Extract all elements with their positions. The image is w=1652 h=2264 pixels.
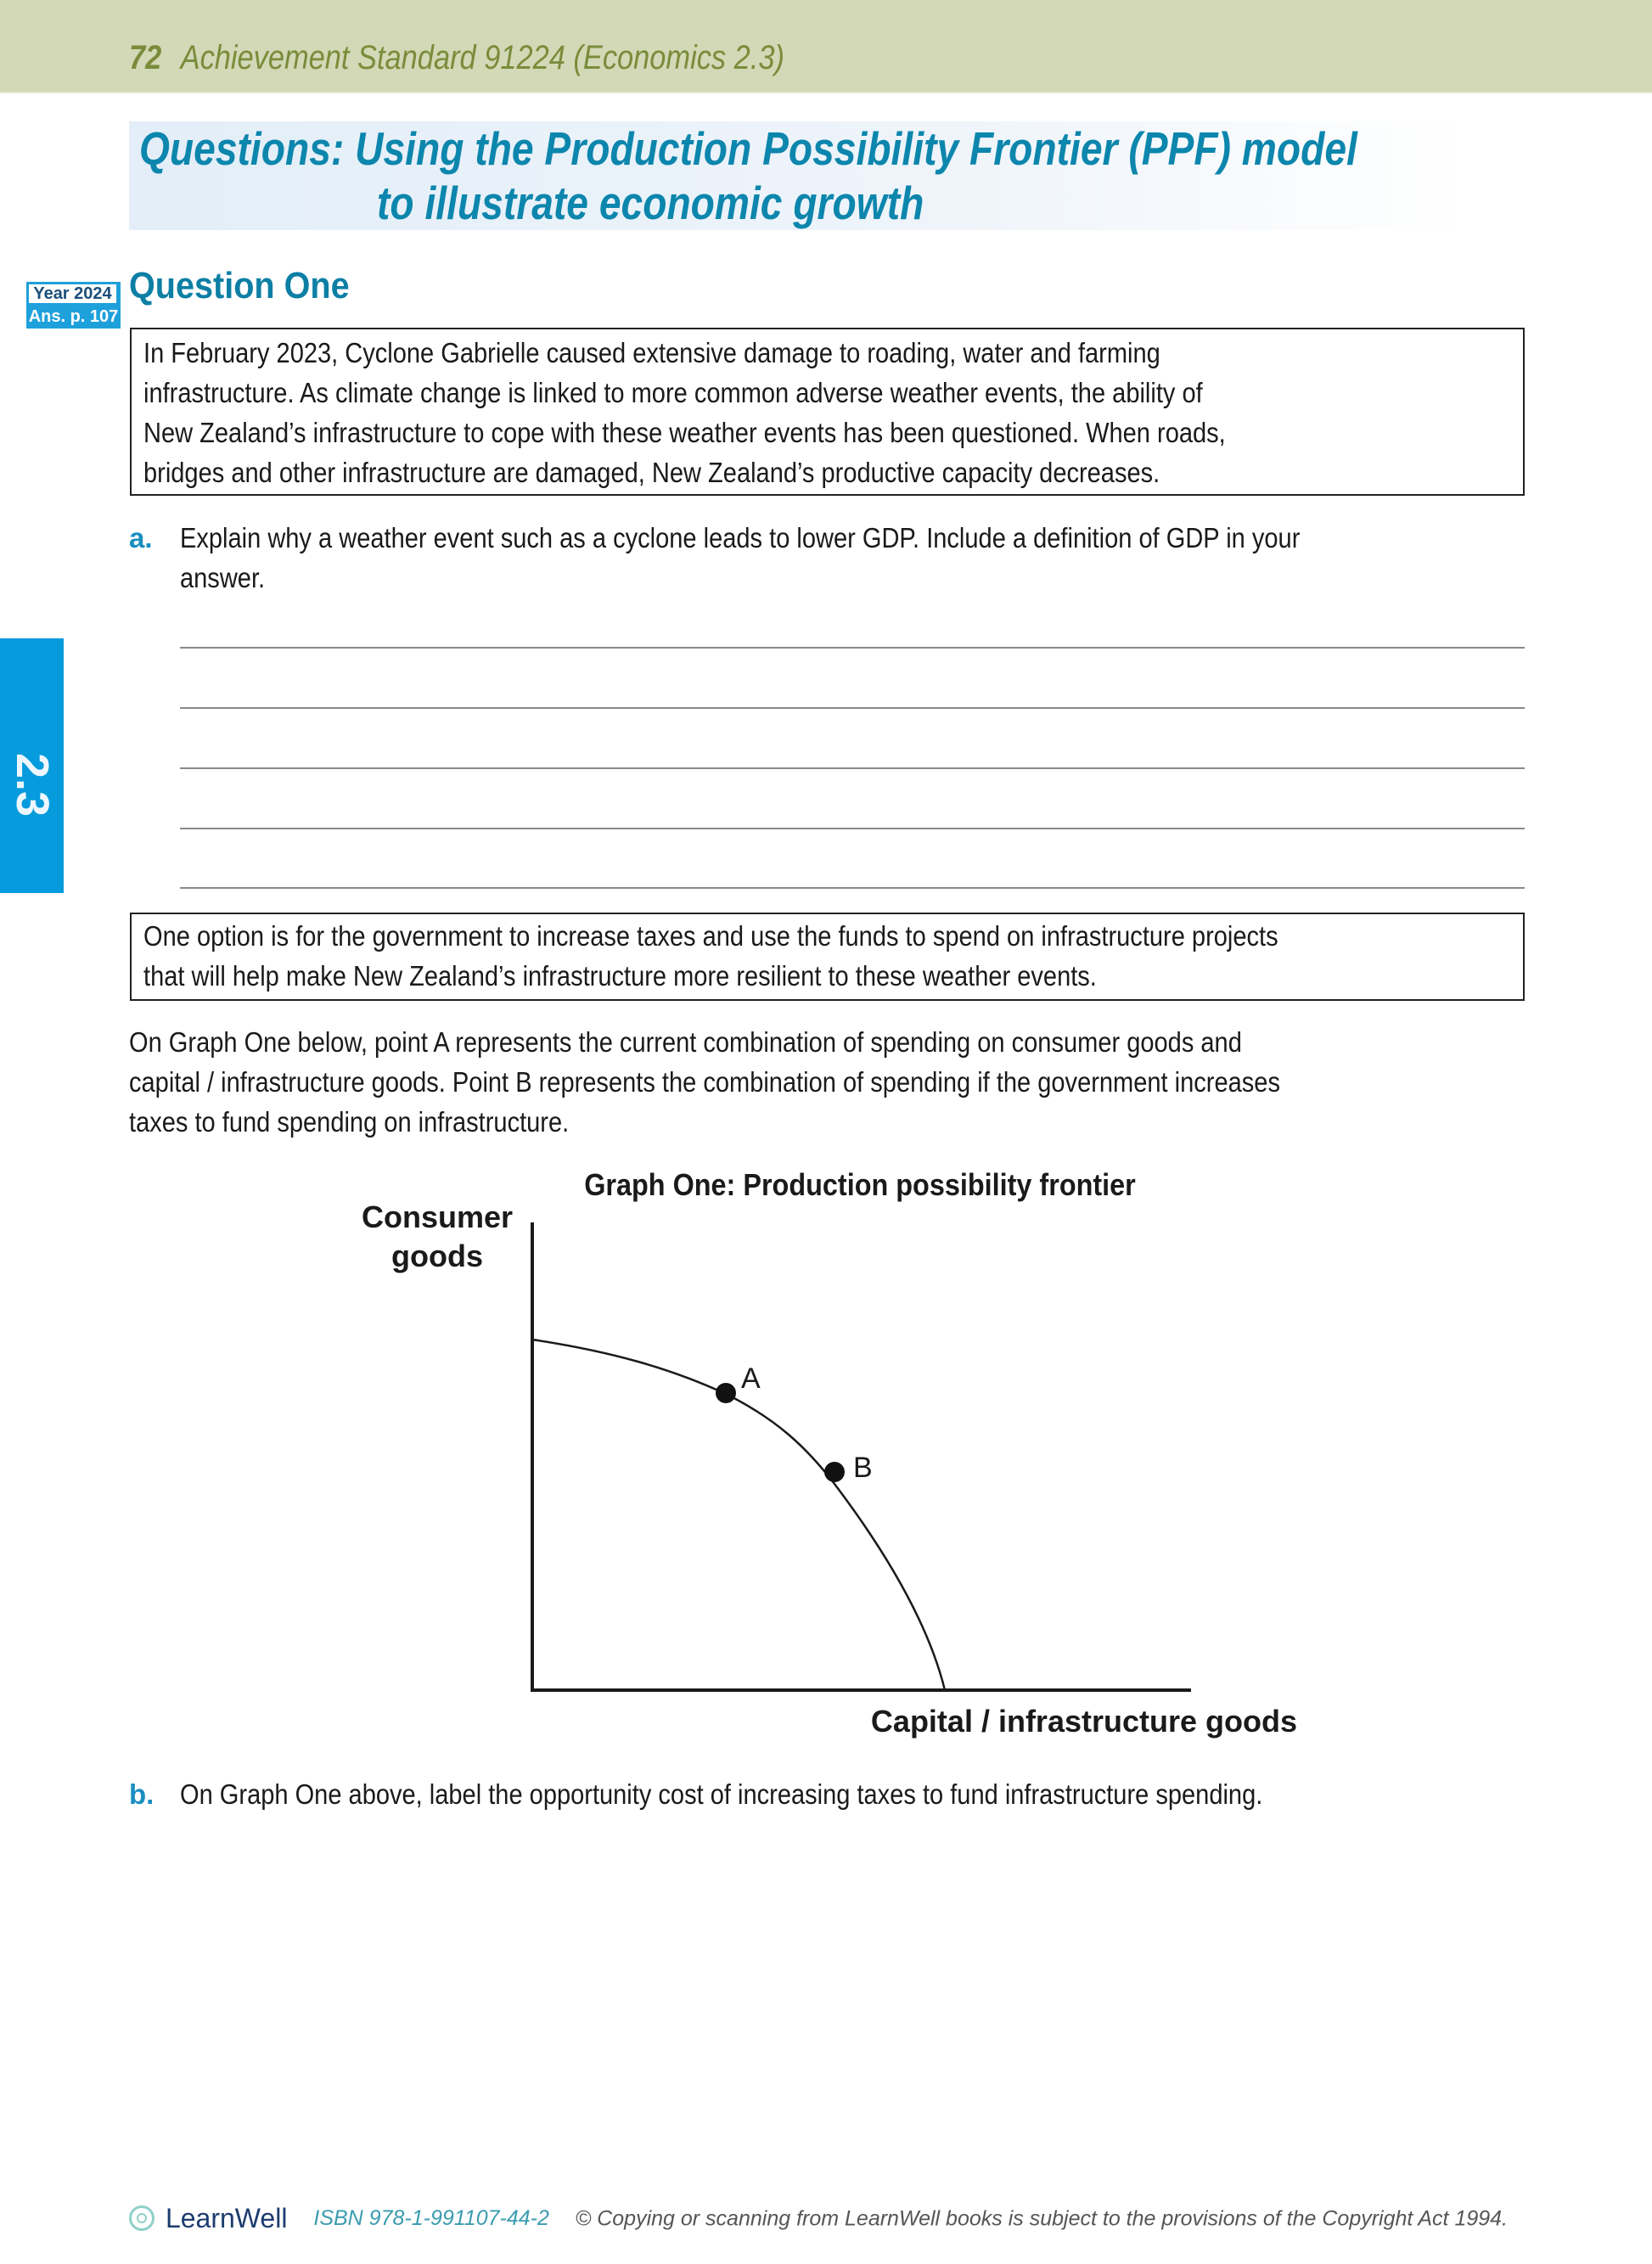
- chart-title: Graph One: Production possibility frontier: [584, 1168, 1136, 1203]
- point-a-label: A: [741, 1362, 761, 1395]
- ppf-curve: [532, 1340, 945, 1690]
- page-footer: [129, 2200, 1508, 2234]
- page-number: 72: [129, 39, 162, 76]
- y-axis-label-2: goods: [391, 1239, 483, 1273]
- context-line: bridges and other infrastructure are damaged, New Zealand’s productive capacity decreases.: [143, 457, 1160, 488]
- title-line-2: to illustrate economic growth: [377, 177, 924, 229]
- context-line: New Zealand’s infrastructure to cope with these weather events has been questioned. When roads,: [143, 417, 1226, 448]
- question-heading: Question One: [129, 265, 350, 306]
- part-a-line: answer.: [180, 562, 266, 593]
- option-line: that will help make New Zealand’s infrastructure more resilient to these weather events.: [143, 960, 1097, 992]
- x-axis-label: Capital / infrastructure goods: [870, 1704, 1297, 1739]
- part-b-label: b.: [129, 1778, 155, 1810]
- isbn: ISBN 978-1-991107-44-2: [313, 2206, 549, 2231]
- part-a-line: Explain why a weather event such as a cyclone leads to lower GDP. Include a definition of GDP in your: [180, 522, 1301, 553]
- standard-title: Achievement Standard 91224 (Economics 2.3): [180, 39, 784, 76]
- graph-intro-line: capital / infrastructure goods. Point B represents the combination of spending if the government increases: [129, 1066, 1280, 1098]
- part-b-text: On Graph One above, label the opportunity cost of increasing taxes to fund infrastructure spending.: [180, 1778, 1263, 1810]
- graph-intro-line: taxes to fund spending on infrastructure.: [129, 1106, 570, 1138]
- part-a-label: a.: [129, 522, 153, 553]
- context-line: In February 2023, Cyclone Gabrielle caused extensive damage to roading, water and farming: [143, 337, 1160, 368]
- option-line: One option is for the government to increase taxes and use the funds to spend on infrastructure projects: [143, 920, 1278, 952]
- copyright-notice: © Copying or scanning from LearnWell books is subject to the provisions of the Copyright Act 1994.: [575, 2206, 1509, 2231]
- point-b: [824, 1462, 845, 1482]
- graph-intro-line: On Graph One below, point A represents the current combination of spending on consumer goods and: [129, 1026, 1242, 1058]
- section-tab-label: 2.3: [7, 753, 58, 817]
- point-b-label: B: [853, 1452, 873, 1484]
- learnwell-logo-icon: [129, 2205, 155, 2231]
- answer-page-label: Ans. p. 107: [28, 307, 119, 326]
- year-label: Year 2024: [29, 284, 116, 303]
- y-axis-label-1: Consumer: [361, 1199, 514, 1234]
- title-line-1: Questions: Using the Production Possibility Frontier (PPF) model: [139, 122, 1357, 175]
- brand-name: LearnWell: [165, 2203, 288, 2234]
- point-a: [716, 1383, 736, 1403]
- context-line: infrastructure. As climate change is linked to more common adverse weather events, the ability of: [143, 377, 1203, 408]
